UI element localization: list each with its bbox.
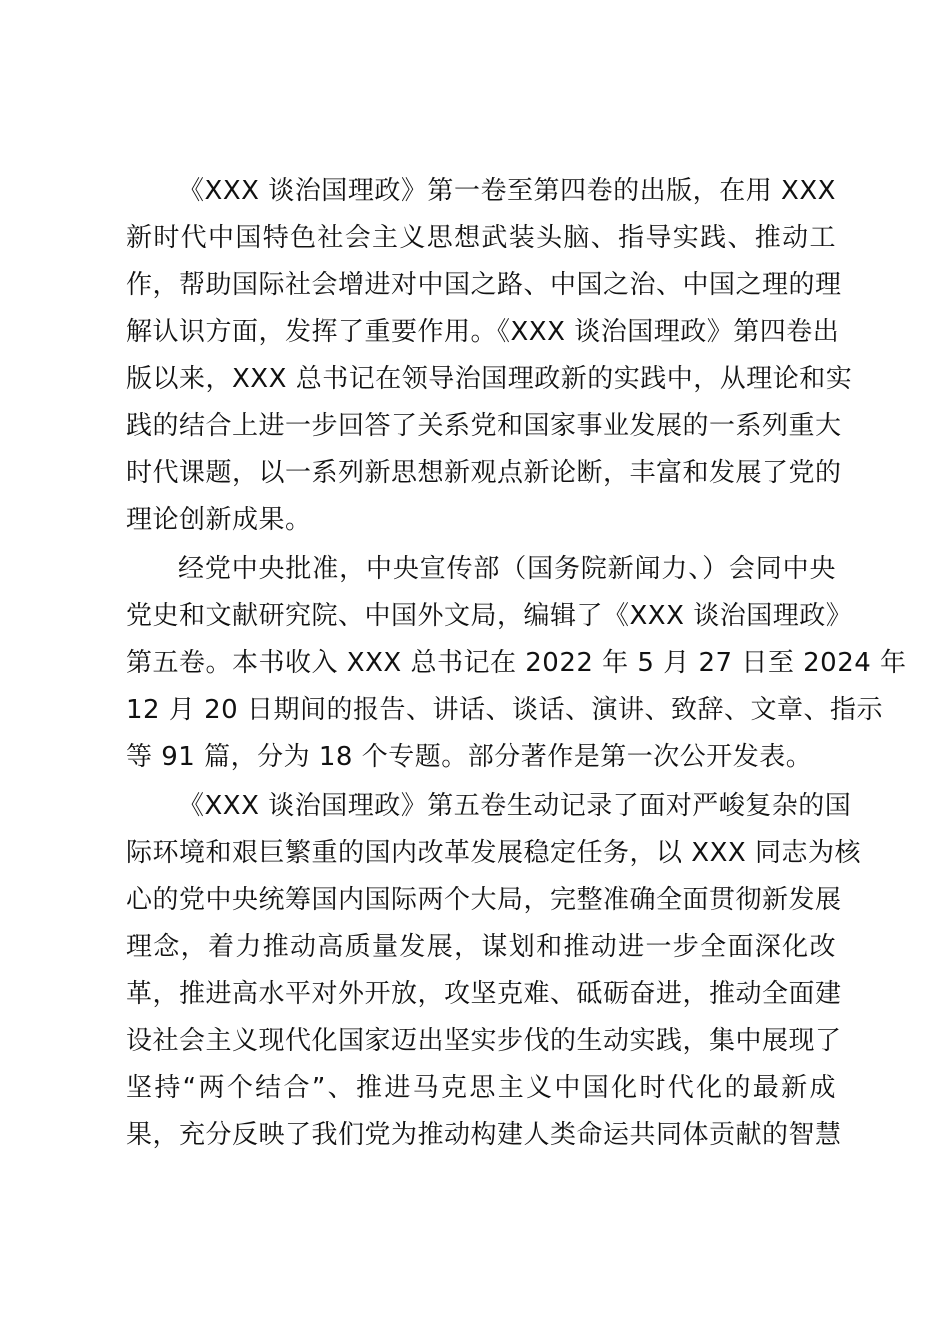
- paragraph-1: [126, 168, 853, 544]
- paragraph-line: 理论创新成果。: [126, 505, 312, 535]
- paragraph-2: [126, 546, 907, 781]
- paragraph-line: 第五卷。本书收入 XXX 总书记在 2022 年 5 月 27 日至 2024 年: [126, 648, 907, 678]
- paragraph-3: [126, 783, 861, 1159]
- paragraph-line: 时代课题，以一系列新思想新观点新论断，丰富和发展了党的: [126, 458, 842, 488]
- paragraph-line: 坚持“两个结合”、推进马克思主义中国化时代化的最新成: [126, 1073, 836, 1103]
- paragraph-line: 际环境和艰巨繁重的国内改革发展稳定任务，以 XXX 同志为核: [126, 838, 861, 868]
- paragraph-line: 新时代中国特色社会主义思想武装头脑、指导实践、推动工: [126, 223, 836, 253]
- paragraph-line: 设社会主义现代化国家迈出坚实步伐的生动实践，集中展现了: [126, 1026, 842, 1056]
- paragraph-line: 革，推进高水平对外开放，攻坚克难、砥砺奋进，推动全面建: [126, 979, 842, 1009]
- paragraph-line: 《XXX 谈治国理政》第一卷至第四卷的出版，在用 XXX: [178, 176, 836, 206]
- paragraph-line: 《XXX 谈治国理政》第五卷生动记录了面对严峻复杂的国: [178, 791, 852, 821]
- paragraph-line: 解认识方面，发挥了重要作用。《XXX 谈治国理政》第四卷出: [126, 317, 840, 347]
- paragraph-line: 12 月 20 日期间的报告、讲话、谈话、演讲、致辞、文章、指示: [126, 695, 883, 725]
- paragraph-line: 理念，着力推动高质量发展，谋划和推动进一步全面深化改: [126, 932, 836, 962]
- paragraph-line: 践的结合上进一步回答了关系党和国家事业发展的一系列重大: [126, 411, 842, 441]
- paragraph-line: 版以来，XXX 总书记在领导治国理政新的实践中，从理论和实: [126, 364, 853, 394]
- paragraph-line: 等 91 篇，分为 18 个专题。部分著作是第一次公开发表。: [126, 742, 813, 772]
- paragraph-line: 心的党中央统筹国内国际两个大局，完整准确全面贯彻新发展: [126, 885, 842, 915]
- paragraph-line: 作，帮助国际社会增进对中国之路、中国之治、中国之理的理: [126, 270, 842, 300]
- paragraph-line: 经党中央批准，中央宣传部（国务院新闻力、）会同中央: [178, 554, 836, 584]
- paragraph-line: 党史和文献研究院、中国外文局，编辑了《XXX 谈治国理政》: [126, 601, 853, 631]
- document-body: [126, 168, 907, 1159]
- paragraph-line: 果，充分反映了我们党为推动构建人类命运共同体贡献的智慧: [126, 1120, 842, 1150]
